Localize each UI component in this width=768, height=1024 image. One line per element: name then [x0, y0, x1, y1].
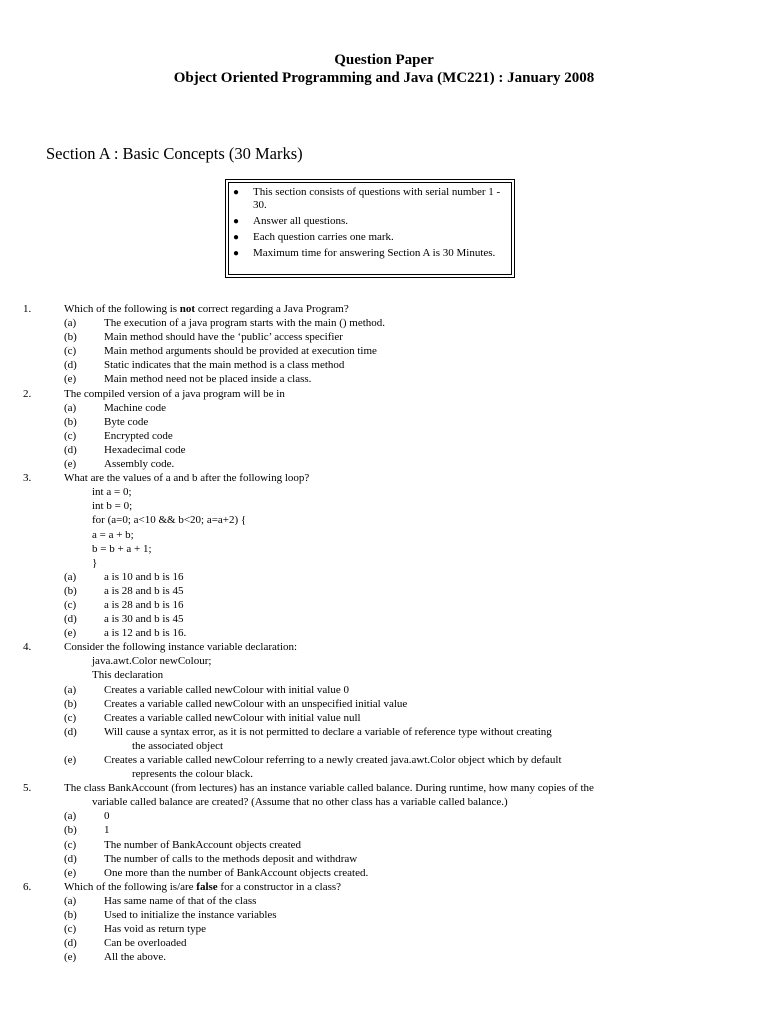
option-row [0, 725, 768, 739]
option-continuation-text: represents the colour black. [132, 768, 253, 781]
option-label: (c) [64, 429, 77, 442]
option-text: Static indicates that the main method is a class method [104, 359, 345, 372]
question-number: 5. [23, 782, 32, 795]
question-number: 2. [23, 387, 32, 400]
code-text: int b = 0; [92, 500, 133, 513]
option-text: Can be overloaded [104, 937, 187, 950]
code-line [0, 513, 768, 527]
code-line [0, 485, 768, 499]
option-label: (e) [64, 458, 77, 471]
option-continuation-text: the associated object [132, 739, 224, 752]
option-continuation-row [0, 767, 768, 781]
question-text: Consider the following instance variable declaration: [64, 641, 298, 654]
option-label: (d) [64, 937, 77, 950]
option-row [0, 852, 768, 866]
option-text: One more than the number of BankAccount objects created. [104, 866, 369, 879]
question-number: 4. [23, 641, 32, 654]
option-text: Assembly code. [104, 458, 175, 471]
option-continuation-row [0, 739, 768, 753]
option-text: Encrypted code [104, 429, 173, 442]
question-continuation-row [0, 795, 768, 809]
option-text: The number of BankAccount objects created [104, 838, 302, 851]
option-row [0, 950, 768, 964]
option-row [0, 697, 768, 711]
option-row [0, 626, 768, 640]
option-label: (b) [64, 584, 77, 597]
option-text: a is 28 and b is 16 [104, 598, 184, 611]
option-text: Will cause a syntax error, as it is not permitted to declare a variable of reference type without creating [104, 725, 552, 738]
code-text: This declaration [92, 669, 164, 682]
option-text: The execution of a java program starts with the main () method. [104, 317, 386, 330]
question-number: 1. [23, 303, 32, 315]
question-number: 6. [23, 880, 32, 893]
option-row [0, 598, 768, 612]
option-label: (c) [64, 923, 77, 936]
bullet-icon: ● [233, 232, 240, 243]
option-label: (a) [64, 894, 77, 907]
option-row [0, 612, 768, 626]
option-text: Machine code [104, 401, 166, 414]
option-row [0, 330, 768, 344]
option-text: Byte code [104, 415, 149, 428]
option-text: a is 28 and b is 45 [104, 584, 184, 597]
option-label: (d) [64, 852, 77, 865]
option-label: (e) [64, 627, 77, 640]
option-text: Used to initialize the instance variables [104, 909, 277, 922]
bullet-icon: ● [233, 248, 240, 259]
option-row [0, 823, 768, 837]
option-row [0, 894, 768, 908]
option-row [0, 316, 768, 330]
option-label: (d) [64, 613, 77, 626]
option-label: (b) [64, 909, 77, 922]
option-text: Hexadecimal code [104, 443, 186, 456]
instructions-box [225, 179, 515, 278]
option-label: (b) [64, 331, 77, 344]
code-text: a = a + b; [92, 528, 134, 541]
option-label: (c) [64, 838, 77, 851]
option-text: 0 [104, 810, 110, 823]
option-label: (a) [64, 683, 77, 696]
option-row [0, 908, 768, 922]
paper-subtitle: Object Oriented Programming and Java (MC221) : January 2008 [173, 70, 595, 86]
code-line [0, 556, 768, 570]
option-label: (e) [64, 373, 77, 386]
code-line [0, 654, 768, 668]
option-text: Creates a variable called newColour with an unspecified initial value [104, 697, 408, 710]
instruction-item [233, 186, 507, 212]
questions-list [0, 302, 768, 964]
option-label: (a) [64, 810, 77, 823]
question-text: What are the values of a and b after the following loop? [64, 472, 310, 485]
paper-title: Question Paper [334, 52, 434, 68]
instruction-text: Maximum time for answering Section A is 30 Minutes. [253, 247, 496, 259]
question-number: 3. [23, 472, 32, 485]
option-row [0, 683, 768, 697]
bullet-icon: ● [233, 216, 240, 227]
option-label: (c) [64, 598, 77, 611]
option-text: Creates a variable called newColour with initial value null [104, 711, 361, 724]
option-row [0, 753, 768, 767]
option-row [0, 358, 768, 372]
code-text: } [92, 556, 98, 569]
option-row [0, 936, 768, 950]
code-text: int a = 0; [92, 486, 132, 499]
option-row [0, 838, 768, 852]
option-label: (a) [64, 317, 77, 330]
option-row [0, 866, 768, 880]
option-label: (e) [64, 754, 77, 766]
question-row [0, 302, 768, 316]
option-text: Main method need not be placed inside a class. [104, 373, 312, 386]
bullet-icon: ● [233, 187, 240, 198]
option-text: Has same name of that of the class [104, 894, 257, 907]
option-text: a is 12 and b is 16. [104, 627, 187, 640]
option-label: (b) [64, 415, 77, 428]
option-row [0, 415, 768, 429]
question-continuation-text: variable called balance are created? (Assume that no other class has a variable called balance.) [92, 796, 508, 809]
question-text: The compiled version of a java program will be in [64, 387, 285, 400]
option-text: a is 30 and b is 45 [104, 613, 184, 626]
question-row [0, 471, 768, 485]
option-label: (e) [64, 866, 77, 879]
option-label: (a) [64, 401, 77, 414]
code-text: for (a=0; a<10 && b<20; a=a+2) { [92, 514, 247, 527]
option-row [0, 372, 768, 386]
instruction-text: Answer all questions. [253, 215, 349, 227]
section-heading: Section A : Basic Concepts (30 Marks) [46, 144, 303, 163]
code-text: java.awt.Color newColour; [92, 655, 212, 668]
option-row [0, 344, 768, 358]
question-row [0, 387, 768, 401]
code-line [0, 528, 768, 542]
option-row [0, 443, 768, 457]
code-line [0, 499, 768, 513]
option-label: (b) [64, 697, 77, 710]
question-text: Which of the following is/are false for a constructor in a class? [64, 880, 342, 893]
option-row [0, 457, 768, 471]
option-text: Creates a variable called newColour with initial value 0 [104, 683, 349, 696]
option-label: (b) [64, 824, 77, 837]
question-row [0, 880, 768, 894]
question-row [0, 781, 768, 795]
option-label: (d) [64, 443, 77, 456]
instructions-list [229, 183, 511, 260]
instruction-item [233, 231, 507, 244]
option-text: 1 [104, 824, 110, 837]
option-row [0, 429, 768, 443]
instruction-item [233, 247, 507, 260]
option-text: All the above. [104, 951, 167, 964]
option-row [0, 809, 768, 823]
code-line [0, 542, 768, 556]
option-row [0, 922, 768, 936]
option-row [0, 584, 768, 598]
code-text: b = b + a + 1; [92, 542, 152, 555]
option-text: Main method should have the ‘public’ access specifier [104, 331, 343, 344]
option-row [0, 711, 768, 725]
option-label: (c) [64, 345, 77, 358]
question-row [0, 640, 768, 654]
question-text: Which of the following is not correct regarding a Java Program? [64, 303, 349, 315]
option-label: (e) [64, 951, 77, 964]
option-label: (a) [64, 570, 77, 583]
option-text: Main method arguments should be provided at execution time [104, 345, 377, 358]
instruction-text: This section consists of questions with serial number 1 - 30. [253, 186, 501, 211]
option-label: (c) [64, 711, 77, 724]
option-label: (d) [64, 725, 77, 738]
option-text: Creates a variable called newColour referring to a newly created java.awt.Color object which by default [104, 754, 562, 766]
option-text: The number of calls to the methods deposit and withdraw [104, 852, 358, 865]
question-text: The class BankAccount (from lectures) has an instance variable called balance. During runtime, how many copies of the [64, 782, 594, 795]
option-row [0, 570, 768, 584]
option-text: Has void as return type [104, 923, 207, 936]
option-row [0, 401, 768, 415]
instruction-text: Each question carries one mark. [253, 231, 394, 243]
option-label: (d) [64, 359, 77, 372]
code-line [0, 668, 768, 682]
option-text: a is 10 and b is 16 [104, 570, 184, 583]
instruction-item [233, 215, 507, 228]
